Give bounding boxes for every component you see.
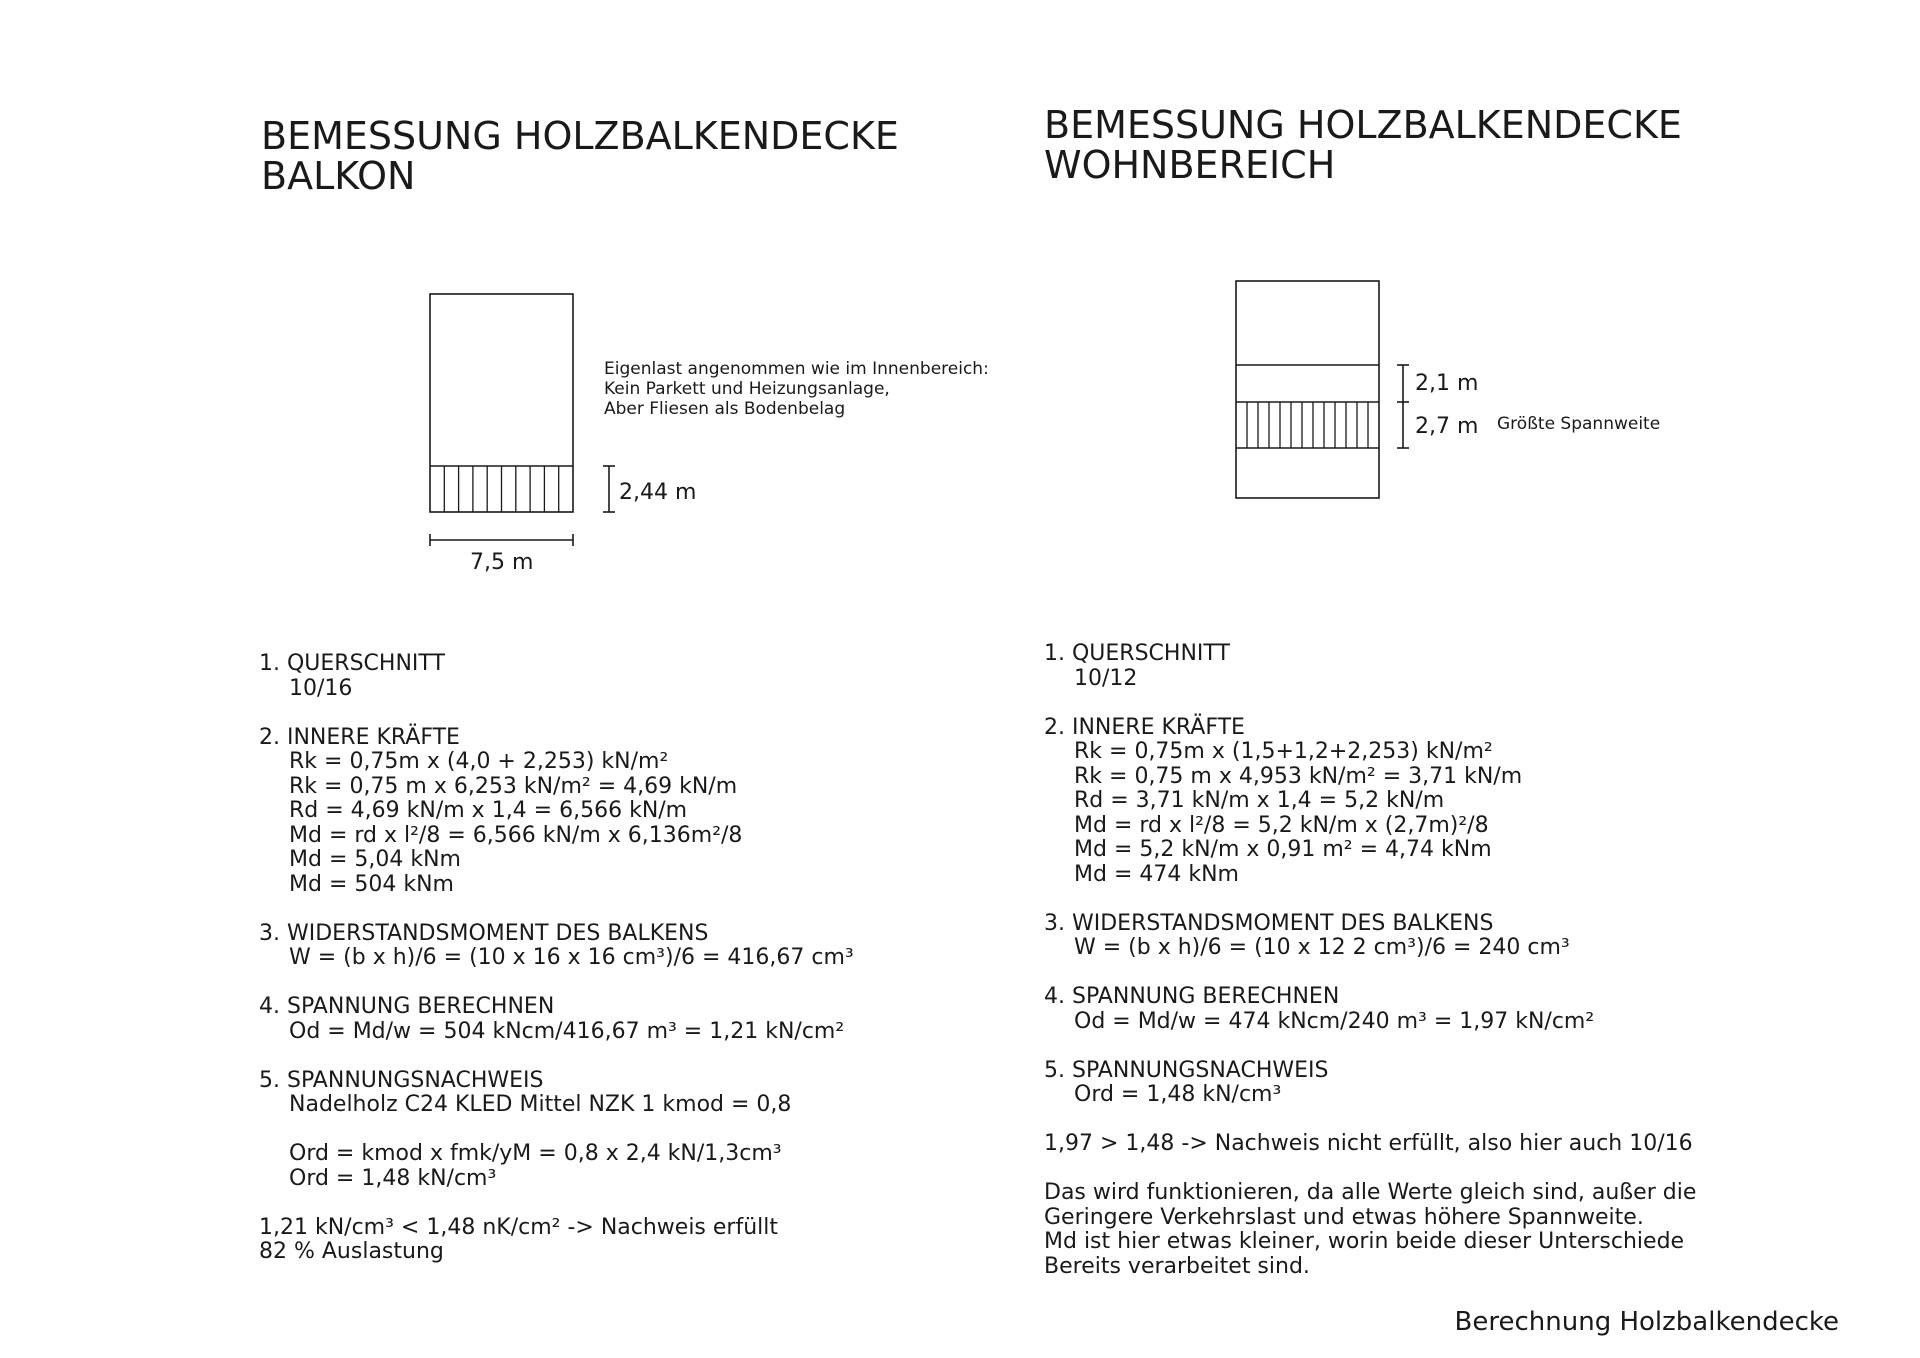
right-dim-a-label: 2,1 m	[1415, 371, 1479, 396]
section-line: 10/16	[289, 675, 353, 701]
section-line: Ord = 1,48 kN/cm³	[289, 1165, 497, 1191]
section-line: Rk = 0,75m x (4,0 + 2,253) kN/m²	[289, 749, 669, 774]
right-conclusion	[1044, 1132, 1696, 1157]
explanation-line: Md ist hier etwas kleiner, worin beide dieser Unterschiede	[1044, 1229, 1685, 1254]
left-section-ord	[259, 1142, 854, 1191]
section-line: Od = Md/w = 504 kNcm/416,67 m³ = 1,21 kN/cm²	[289, 1018, 845, 1044]
conclusion-line: 1,97 > 1,48 -> Nachweis nicht erfüllt, also hier auch 10/16	[1044, 1131, 1693, 1156]
right-title-line2: WOHNBEREICH	[1044, 143, 1336, 187]
section-line: Od = Md/w = 474 kNcm/240 m³ = 1,97 kN/cm²	[1074, 1008, 1595, 1034]
left-section-widerstandsmoment	[259, 922, 854, 971]
conclusion-line: 82 % Auslastung	[259, 1239, 444, 1264]
note-line: Eigenlast angenommen wie im Innenbereich:	[604, 359, 989, 379]
left-calculation	[259, 652, 854, 1265]
section-heading: 3. WIDERSTANDSMOMENT DES BALKENS	[1044, 910, 1494, 936]
left-section-spannung	[259, 995, 854, 1044]
section-heading: 1. QUERSCHNITT	[1044, 641, 1230, 666]
note-line: Aber Fliesen als Bodenbelag	[604, 399, 846, 419]
left-width-label: 7,5 m	[470, 550, 534, 575]
section-heading: 2. INNERE KRÄFTE	[1044, 714, 1245, 740]
left-section-spannungsnachweis	[259, 1069, 854, 1118]
living-area-beam-hatching	[1247, 402, 1368, 448]
section-line: W = (b x h)/6 = (10 x 16 x 16 cm³)/6 = 416,67 cm³	[289, 945, 854, 970]
section-heading: 1. QUERSCHNITT	[259, 651, 445, 676]
section-line: Ord = 1,48 kN/cm³	[1074, 1082, 1282, 1107]
right-calculation	[1044, 642, 1696, 1279]
right-dim-b-label: 2,7 m	[1415, 414, 1479, 439]
section-line: Rd = 3,71 kN/m x 1,4 = 5,2 kN/m	[1074, 788, 1445, 813]
section-line: W = (b x h)/6 = (10 x 12 2 cm³)/6 = 240 cm³	[1074, 935, 1570, 960]
section-heading: 5. SPANNUNGSNACHWEIS	[259, 1067, 544, 1093]
section-line: Md = 5,2 kN/m x 0,91 m² = 4,74 kNm	[1074, 837, 1492, 862]
explanation-line: Das wird funktionieren, da alle Werte gleich sind, außer die	[1044, 1180, 1697, 1205]
left-title-line1: BEMESSUNG HOLZBALKENDECKE	[261, 114, 899, 158]
section-line: 10/12	[1074, 665, 1138, 691]
page-footer-title: Berechnung Holzbalkendecke	[1454, 1307, 1839, 1337]
right-explanation	[1044, 1181, 1696, 1279]
right-section-innere-kraefte	[1044, 716, 1696, 888]
section-line: Rd = 4,69 kN/m x 1,4 = 6,566 kN/m	[289, 798, 688, 823]
left-title-line2: BALKON	[261, 154, 416, 198]
section-line: Md = 5,04 kNm	[289, 847, 461, 872]
section-line: Md = rd x l²/8 = 6,566 kN/m x 6,136m²/8	[289, 822, 743, 848]
section-line: Rk = 0,75 m x 6,253 kN/m² = 4,69 kN/m	[289, 773, 738, 799]
balcony-beam-hatching	[444, 466, 558, 512]
section-heading: 4. SPANNUNG BERECHNEN	[259, 994, 555, 1019]
right-section-querschnitt	[1044, 642, 1696, 691]
left-conclusion	[259, 1216, 854, 1265]
section-line: Ord = kmod x fmk/yM = 0,8 x 2,4 kN/1,3cm³	[289, 1141, 782, 1166]
section-line: Rk = 0,75 m x 4,953 kN/m² = 3,71 kN/m	[1074, 763, 1523, 789]
right-section-spannung	[1044, 985, 1696, 1034]
right-section-spannungsnachweis	[1044, 1059, 1696, 1108]
section-line: Md = rd x l²/8 = 5,2 kN/m x (2,7m)²/8	[1074, 812, 1489, 838]
section-line: Rk = 0,75m x (1,5+1,2+2,253) kN/m²	[1074, 739, 1493, 764]
left-depth-label: 2,44 m	[619, 480, 697, 505]
right-title-line1: BEMESSUNG HOLZBALKENDECKE	[1044, 103, 1682, 147]
section-heading: 4. SPANNUNG BERECHNEN	[1044, 984, 1340, 1009]
explanation-line: Bereits verarbeitet sind.	[1044, 1253, 1310, 1279]
section-line: Nadelholz C24 KLED Mittel NZK 1 kmod = 0,8	[289, 1092, 792, 1117]
left-section-innere-kraefte	[259, 726, 854, 898]
left-section-querschnitt	[259, 652, 854, 701]
living-area-floor-plan-diagram	[1236, 281, 1409, 498]
section-heading: 5. SPANNUNGSNACHWEIS	[1044, 1057, 1329, 1083]
explanation-line: Geringere Verkehrslast und etwas höhere Spannweite.	[1044, 1204, 1644, 1230]
section-heading: 3. WIDERSTANDSMOMENT DES BALKENS	[259, 920, 709, 946]
section-line: Md = 474 kNm	[1074, 861, 1239, 887]
section-line: Md = 504 kNm	[289, 871, 454, 897]
conclusion-line: 1,21 kN/cm³ < 1,48 nK/cm² -> Nachweis erfüllt	[259, 1214, 779, 1240]
left-load-note	[604, 359, 989, 419]
right-section-widerstandsmoment	[1044, 912, 1696, 961]
right-dim-b-note: Größte Spannweite	[1497, 414, 1661, 434]
section-heading: 2. INNERE KRÄFTE	[259, 724, 460, 750]
note-line: Kein Parkett und Heizungsanlage,	[604, 379, 890, 399]
